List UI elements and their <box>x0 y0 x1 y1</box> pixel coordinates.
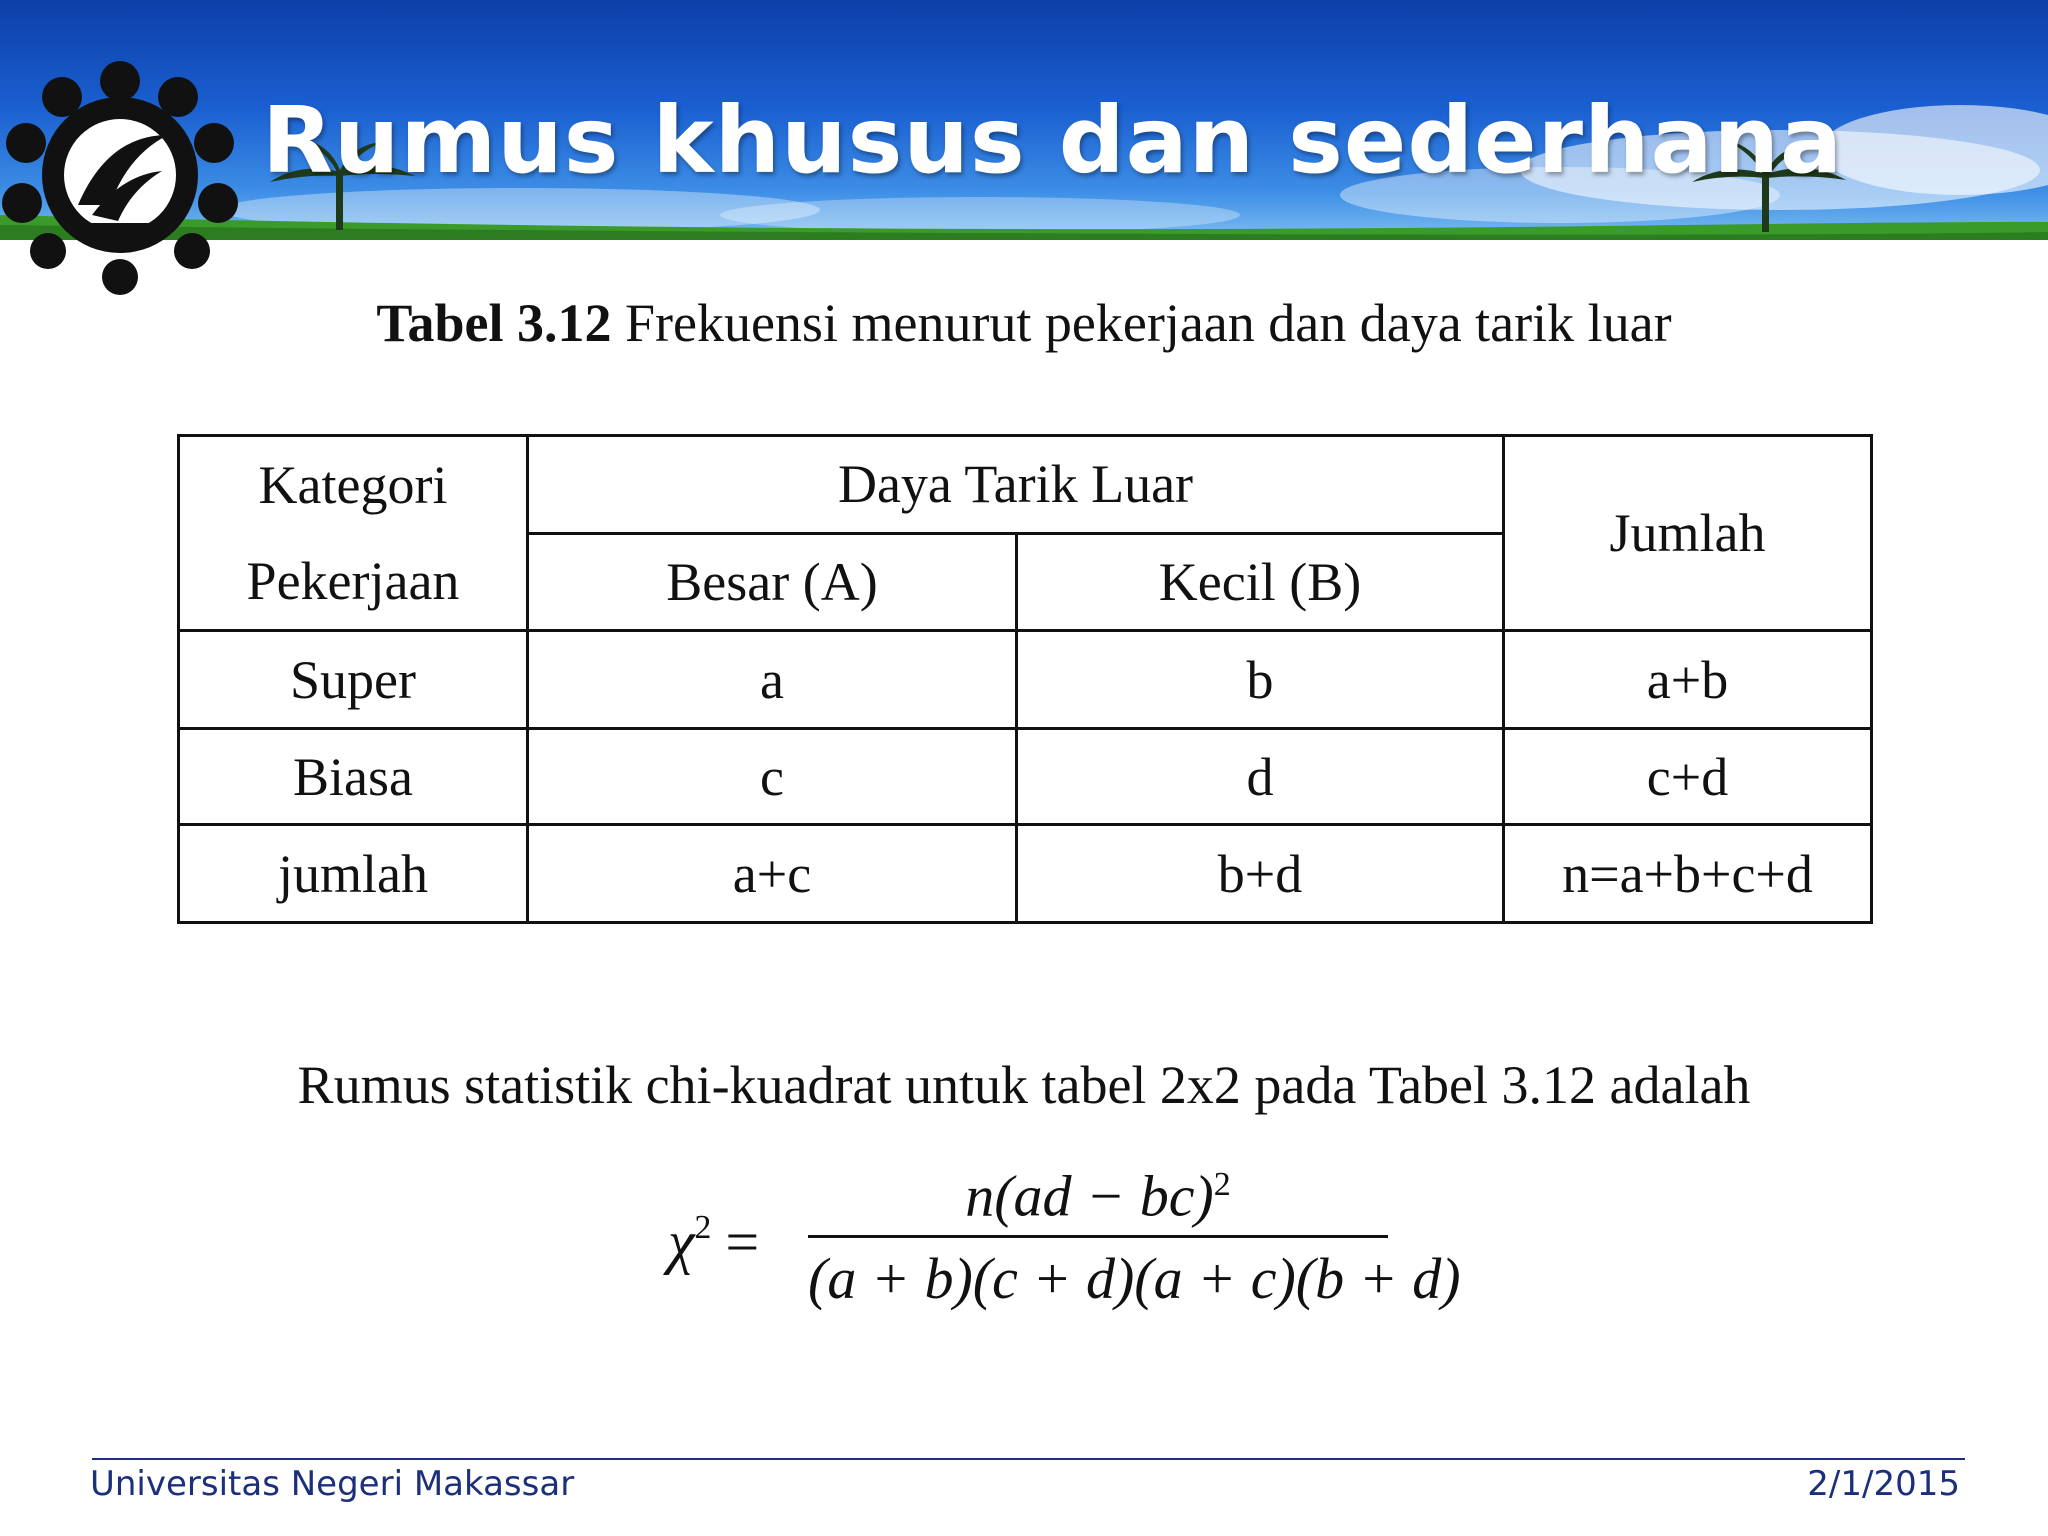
cell-jumlah: n=a+b+c+d <box>1504 825 1872 923</box>
cell-kecil: d <box>1017 729 1504 825</box>
cell-besar: c <box>528 729 1017 825</box>
cell-kategori: jumlah <box>179 825 528 923</box>
table-row <box>179 729 1872 825</box>
header-kategori-line2: Pekerjaan <box>246 551 460 611</box>
chi-symbol: χ <box>668 1209 695 1275</box>
table-header-row <box>179 436 1872 534</box>
cell-kecil: b <box>1017 631 1504 729</box>
university-logo-icon <box>0 55 245 300</box>
numerator-power: 2 <box>1213 1166 1231 1203</box>
formula-fraction <box>808 1148 1461 1316</box>
cell-jumlah: c+d <box>1504 729 1872 825</box>
table-caption <box>0 288 2048 358</box>
chi-power: 2 <box>694 1209 712 1246</box>
formula-numerator <box>808 1148 1388 1233</box>
table-row <box>179 631 1872 729</box>
header-banner <box>0 0 2048 240</box>
header-jumlah: Jumlah <box>1504 436 1872 631</box>
formula-intro: Rumus statistik chi-kuadrat untuk tabel 2x2 pada Tabel 3.12 adalah <box>297 1055 1751 1115</box>
fraction-bar <box>808 1235 1388 1238</box>
footer-date: 2/1/2015 <box>1807 1464 1960 1504</box>
formula-lhs <box>668 1188 759 1282</box>
formula-denominator: (a + b)(c + d)(a + c)(b + d) <box>808 1246 1461 1312</box>
header-kategori <box>179 436 528 631</box>
header-besar: Besar (A) <box>528 533 1017 631</box>
equals-sign: = <box>725 1209 760 1275</box>
cell-besar: a+c <box>528 825 1017 923</box>
frequency-table <box>177 434 1873 924</box>
cell-kecil: b+d <box>1017 825 1504 923</box>
footer-divider <box>92 1458 1965 1460</box>
caption-label: Tabel 3.12 <box>376 293 612 353</box>
header-kecil: Kecil (B) <box>1017 533 1504 631</box>
cell-kategori: Biasa <box>179 729 528 825</box>
cell-jumlah: a+b <box>1504 631 1872 729</box>
header-daya-tarik: Daya Tarik Luar <box>528 436 1504 534</box>
footer-institution: Universitas Negeri Makassar <box>90 1464 575 1504</box>
numerator-text: n(ad − bc) <box>965 1163 1214 1229</box>
cell-kategori: Super <box>179 631 528 729</box>
slide-title: Rumus khusus dan sederhana <box>262 87 1844 194</box>
chi-square-formula <box>668 1148 1528 1312</box>
caption-text: Frekuensi menurut pekerjaan dan daya tarik luar <box>624 293 1672 353</box>
header-kategori-line1: Kategori <box>258 455 448 515</box>
table-row <box>179 825 1872 923</box>
cell-besar: a <box>528 631 1017 729</box>
